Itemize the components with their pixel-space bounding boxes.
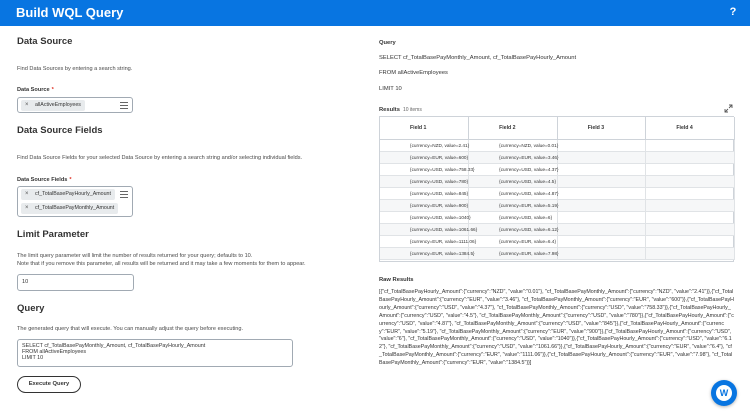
data-source-input[interactable] (17, 97, 133, 113)
table-cell (557, 175, 646, 187)
expand-icon[interactable] (724, 104, 733, 113)
table-cell (557, 151, 646, 163)
help-icon[interactable]: ? (729, 6, 737, 18)
column-header[interactable]: Field 1 (380, 117, 469, 139)
execute-query-button[interactable]: Execute Query (17, 376, 81, 393)
results-count: 10 items (402, 107, 422, 113)
remove-icon[interactable]: × (25, 102, 29, 108)
column-header[interactable]: Field 2 (469, 117, 558, 139)
table-row (380, 139, 735, 151)
query-preview-label: Query (379, 40, 396, 46)
table-row (380, 223, 735, 235)
table-cell: {currency=NZD, value=0.01} (469, 139, 558, 151)
table-cell: {currency=USD, value=1061.66} (380, 223, 469, 235)
table-cell: {currency=USD, value=780} (380, 175, 469, 187)
data-source-fields-description: Find Data Source Fields for your selected Data Source by entering a search string and/or selecting individual fields. (17, 155, 303, 161)
required-marker: * (69, 177, 72, 183)
data-source-description: Find Data Sources by entering a search string. (17, 66, 133, 72)
assistant-icon: W (716, 385, 732, 401)
table-row (380, 199, 735, 211)
limit-description-1: The limit query parameter will limit the number of results returned for your query; defaults to 10. (17, 253, 253, 259)
table-cell (557, 187, 646, 199)
table-cell (557, 139, 646, 151)
table-cell (646, 199, 735, 211)
query-limit-line: LIMIT 10 (379, 86, 402, 92)
data-source-pill[interactable]: × allActiveEmployees (21, 100, 85, 111)
table-row (380, 175, 735, 187)
table-cell: {currency=EUR, value=600} (380, 151, 469, 163)
table-cell: {currency=EUR, value=1111.06} (380, 235, 469, 247)
remove-icon[interactable]: × (25, 191, 29, 197)
table-header-row (380, 117, 735, 139)
table-cell (646, 163, 735, 175)
column-header[interactable]: Field 4 (646, 117, 735, 139)
table-cell (646, 175, 735, 187)
query-description: The generated query that will execute. You can manually adjust the query before executing. (17, 326, 244, 332)
table-cell: {currency=USD, value=1040} (380, 211, 469, 223)
data-source-label: Data Source * (17, 87, 54, 93)
table-row (380, 187, 735, 199)
limit-input[interactable]: 10 (17, 274, 134, 291)
table-cell (557, 199, 646, 211)
results-label: Results 10 items (379, 107, 422, 113)
table-cell (557, 163, 646, 175)
raw-results-label: Raw Results (379, 277, 414, 283)
app-header (0, 0, 750, 26)
raw-results-text: [{"cf_TotalBasePayHourly_Amount":{"currency":"NZD", "value":"0.01"}, "cf_TotalBasePayMonthly_Amount":{"currency":"NZD", "value":"2.41"}},{"cf_TotalBasePayHourly_Amount":{"currency":"EUR", "value":"3.46"}, "cf_TotalBasePayMonthly_Amount":{"currency":"EUR", "value":"600"}},{"cf_TotalBasePayHourly_Amount":{"currency":"USD", "value":"4.37"}, "cf_TotalBasePayMonthly_Amount":{"currency":"USD", "value":"758.33"}},{"cf_TotalBasePayHourly_Amount":{"currency":"USD", "value":"4.5"}, "cf_TotalBasePayMonthly_Amount":{"currency":"USD", "value":"780"}},{"cf_TotalBasePayHourly_Amount":{"currency":"USD", "value":"4.87"}, "cf_TotalBasePayMonthly_Amount":{"currency":"USD", "value":"845"}},{"cf_TotalBasePayHourly_Amount":{"currency":"EUR", "value":"5.19"}, "cf_TotalBasePayMonthly_Amount":{"currency":"EUR", "value":"900"}},{"cf_TotalBasePayHourly_Amount":{"currency":"USD", "value":"6"}, "cf_TotalBasePayMonthly_Amount":{"currency":"USD", "value":"1040"}},{"cf_TotalBasePayHourly_Amount":{"currency":"USD", "value":"6.12"}, "cf_TotalBasePayMonthly_Amount":{"currency":"USD", "value":"1061.66"}},{"cf_TotalBasePayHourly_Amount":{"currency":"EUR", "value":"6.4"}, "cf_TotalBasePayMonthly_Amount":{"currency":"EUR", "value":"1111.06"}},{"cf_TotalBasePayHourly_Amount":{"currency":"EUR", "value":"7.98"}, "cf_TotalBasePayMonthly_Amount":{"currency":"EUR", "value":"1384.5"}}] (379, 289, 735, 367)
data-source-title: Data Source (17, 36, 73, 47)
table-row (380, 211, 735, 223)
table-cell (557, 235, 646, 247)
page-title: Build WQL Query (16, 5, 124, 20)
column-header[interactable]: Field 3 (557, 117, 646, 139)
table-cell: {currency=USD, value=6} (469, 211, 558, 223)
list-icon[interactable] (120, 191, 128, 198)
table-cell: {currency=EUR, value=6.4} (469, 235, 558, 247)
table-cell: {currency=USD, value=4.5} (469, 175, 558, 187)
table-cell (646, 235, 735, 247)
table-cell: {currency=USD, value=4.37} (469, 163, 558, 175)
query-textarea[interactable]: SELECT cf_TotalBasePayMonthly_Amount, cf_TotalBasePayHourly_Amount FROM allActiveEmployees LIMIT 10 (17, 339, 293, 367)
table-cell: {currency=EUR, value=3.46} (469, 151, 558, 163)
table-cell (557, 247, 646, 259)
limit-parameter-title: Limit Parameter (17, 229, 89, 240)
table-row (380, 247, 735, 259)
table-cell: {currency=USD, value=6.12} (469, 223, 558, 235)
field-pill[interactable]: × cf_TotalBasePayHourly_Amount (21, 189, 115, 200)
results-table (379, 116, 734, 262)
remove-icon[interactable]: × (25, 205, 29, 211)
table-cell: {currency=EUR, value=5.19} (469, 199, 558, 211)
table-cell (646, 223, 735, 235)
data-source-fields-input[interactable] (17, 186, 133, 217)
table-cell: {currency=USD, value=758.33} (380, 163, 469, 175)
table-cell: {currency=USD, value=845} (380, 187, 469, 199)
query-select-line: SELECT cf_TotalBasePayMonthly_Amount, cf_TotalBasePayHourly_Amount (379, 55, 577, 61)
table-row (380, 163, 735, 175)
table-cell: {currency=USD, value=4.87} (469, 187, 558, 199)
table-cell: {currency=NZD, value=2.41} (380, 139, 469, 151)
table-cell (557, 223, 646, 235)
data-source-fields-title: Data Source Fields (17, 125, 103, 136)
table-row (380, 151, 735, 163)
table-cell (646, 247, 735, 259)
table-cell (646, 211, 735, 223)
assistant-button[interactable] (711, 380, 737, 406)
table-cell (646, 139, 735, 151)
required-marker: * (51, 87, 54, 93)
table-cell: {currency=EUR, value=7.98} (469, 247, 558, 259)
query-title: Query (17, 303, 45, 314)
table-cell (646, 151, 735, 163)
field-pill[interactable]: × cf_TotalBasePayMonthly_Amount (21, 203, 118, 214)
table-cell: {currency=EUR, value=900} (380, 199, 469, 211)
data-source-fields-label: Data Source Fields * (17, 177, 72, 183)
table-row (380, 235, 735, 247)
table-cell (557, 211, 646, 223)
table-cell (646, 187, 735, 199)
table-cell: {currency=EUR, value=1384.5} (380, 247, 469, 259)
query-from-line: FROM allActiveEmployees (379, 70, 448, 76)
list-icon[interactable] (120, 102, 128, 109)
limit-description-2: Note that if you remove this parameter, all results will be returned and it may take a few moments for them to appear. (17, 261, 306, 267)
